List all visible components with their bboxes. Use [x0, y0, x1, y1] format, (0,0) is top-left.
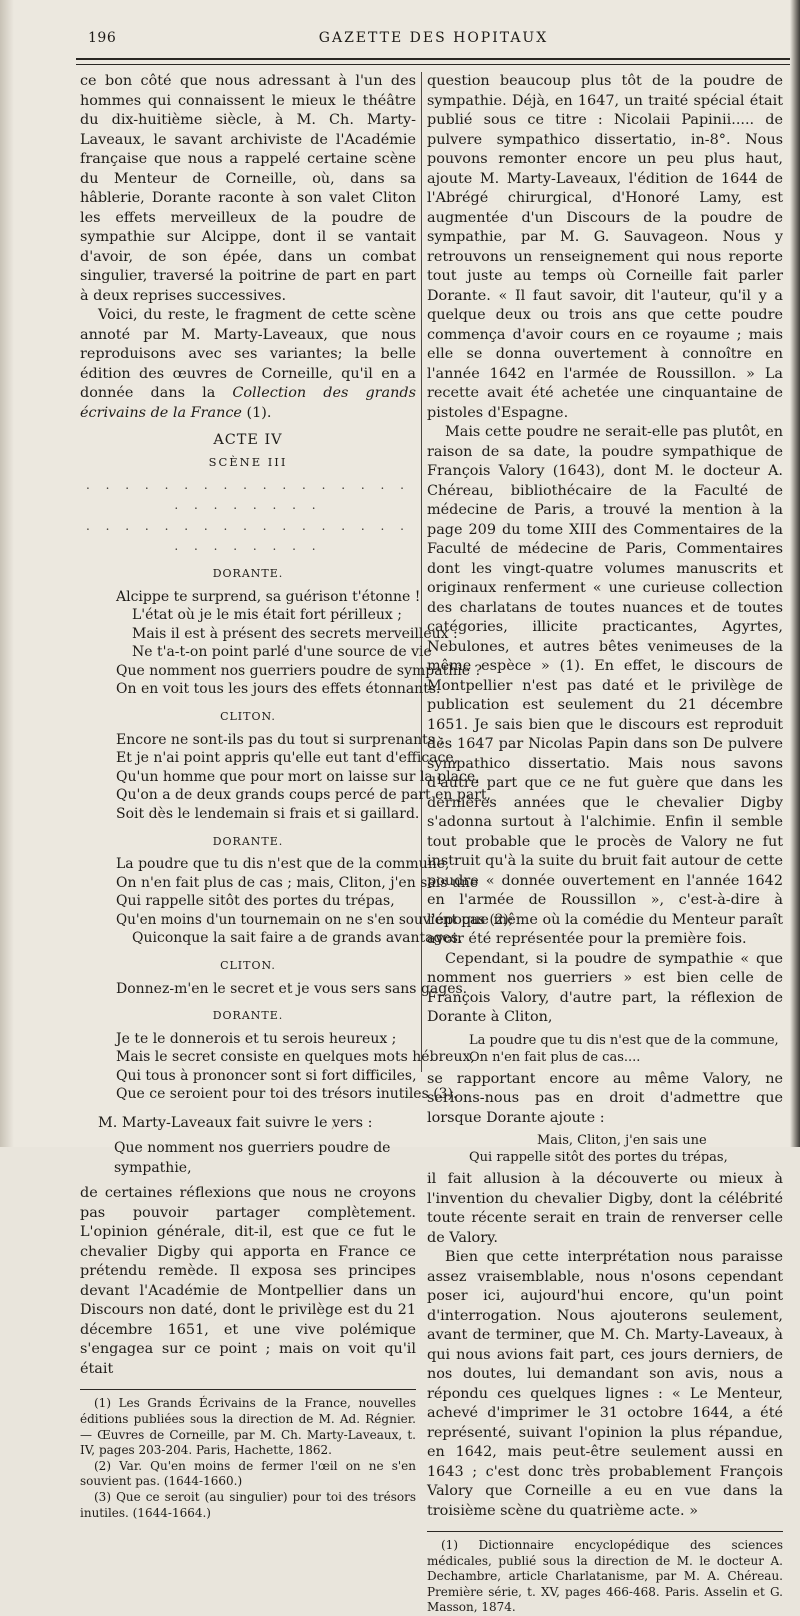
verse-line: On en voit tous les jours des effets étonnants.	[116, 681, 441, 698]
paragraph: Mais cette poudre ne serait-elle pas plutôt, en raison de sa date, la poudre sympathique de François Valory (1643), dont M. le docteur A. Chéreau, bibliothécaire de la Faculté de médecine de Paris, a trouvé la mention à la page 209 du tome XIII des Commentaires de la Faculté de médecine de Paris, Commentaires dont les vingt-quatre volumes manuscrits et originaux renferment « une curieuse collection des charlatans de toutes nuances et de toutes catégories, illicite practicantes, Agyrtes, Nebulones, et autres bêtes venimeuses de la même espèce » (1). En effet, le discours de Montpellier n'est pas daté et le privilège de publication est seulement du 21 décembre 1651. Je sais bien que le discours est reproduit dès 1647 par Nicolas Papin dans son De pulvere sympathico dissertatio. Mais nous savons d'autre part que ce ne fut guère que dans les dernières années que le chevalier Digby s'adonna surtout à l'alchimie. Enfin il semble tout probable que le procès de Valory ne fut instruit qu'à la suite du bruit fait autour de cette poudre « donnée ouvertement en l'année 1642 en l'armée de Roussillon », c'est-à-dire à l'époque même où la comédie du Menteur paraît avoir été représentée pour la première fois.	[427, 424, 783, 947]
verse-line: Et je n'ai point appris qu'elle eut tant d'efficace,	[116, 750, 459, 767]
verse-block	[80, 731, 491, 824]
footnote: (3) Que ce seroit (au singulier) pour toi des trésors inutiles. (1644-1664.)	[80, 1490, 416, 1520]
speaker-name: CLITON.	[220, 710, 276, 724]
header-rule-thick	[76, 58, 790, 60]
paragraph: il fait allusion à la découverte ou mieux à l'invention du chevalier Digby, dont la célébrité toute récente serait en train de renverser celle de Valory.	[427, 1171, 783, 1246]
verse-line: Qui tous à prononcer sont si fort difficiles,	[116, 1067, 417, 1084]
verse-line: Qu'un homme que pour mort on laisse sur la place,	[116, 768, 480, 785]
verse-block	[80, 855, 514, 948]
verse-line: Que ce seroient pour toi des trésors inutiles (3).	[116, 1086, 458, 1103]
speaker-name: DORANTE.	[212, 1009, 284, 1023]
verse-line: Mais il est à présent des secrets merveilleux :	[132, 625, 458, 642]
verse-line: Donnez-m'en le secret et je vous sers sans gages.	[116, 980, 468, 997]
verse-line: La poudre que tu dis n'est que de la commune,	[116, 856, 450, 873]
page-number: 196	[88, 30, 117, 46]
footnote: (1) Dictionnaire encyclopédique des sciences médicales, publié sous la direction de M. le docteur A. Dechambre, article Charlatanisme, par M. A. Chéreau. Première série, t. XV, pages 466-468. Paris. Asselin et G. Masson, 1874.	[427, 1538, 783, 1615]
paragraph: M. Marty-Laveaux fait suivre le vers :	[98, 1114, 373, 1131]
footnote-rule	[80, 1389, 416, 1390]
paragraph: ce bon côté que nous adressant à l'un des hommes qui connaissent le mieux le théâtre du dix-huitième siècle, à M. Ch. Marty-Laveaux, le savant archiviste de l'Académie française que nous a rappelé certaine scène du Menteur de Corneille, où, dans sa hâblerie, Dorante raconte à son valet Cliton les effets merveilleux de la poudre de sympathie sur Alcippe, dont il se vantait d'avoir, de son épée, dans un combat singulier, traversé la poitrine de part en part à deux reprises successives.	[80, 73, 416, 304]
verse-line: Que nomment nos guerriers poudre de sympathie ?	[116, 662, 482, 679]
verse-line: Je te le donnerois et tu serois heureux ;	[116, 1030, 397, 1047]
verse-line: Quiconque la sait faire a de grands avantages.	[132, 930, 463, 947]
verse-quote	[427, 1132, 783, 1166]
verse-line: La poudre que tu dis n'est que de la commune,	[469, 1032, 779, 1048]
page-header	[76, 30, 791, 52]
verse-block	[80, 1030, 475, 1104]
verse-line: Encore ne sont-ils pas du tout si surprenants ;	[116, 731, 445, 748]
footnote-rule	[427, 1531, 783, 1532]
verse-line: Mais, Cliton, j'en sais une	[537, 1133, 707, 1148]
verse-block	[80, 980, 468, 999]
verse-line: On n'en fait plus de cas....	[469, 1049, 641, 1065]
verse-line: L'état où je le mis était fort périlleux ;	[132, 607, 402, 624]
verse-line: On n'en fait plus de cas ; mais, Cliton, j'en sais une	[116, 874, 479, 891]
verse-line: Alcippe te surprend, sa guérison t'étonne !	[116, 588, 421, 605]
running-title: GAZETTE DES HOPITAUX	[318, 30, 549, 46]
footnotes	[427, 1538, 783, 1616]
speaker-name: CLITON.	[220, 959, 276, 972]
paragraph: de certaines réflexions que nous ne croyons pas pouvoir partager complètement. L'opinion générale, dit-il, est que ce fut le chevalier Digby qui apporta en France ce prétendu remède. Il exposa ses principes devant l'Académie de Montpellier dans un Discours non daté, dont le privilège est du 21 décembre 1651, et une vive polémique s'engagea sur ce point ; mais on voit qu'il était	[80, 1185, 416, 1377]
page-left-shadow	[0, 0, 14, 1147]
right-column	[427, 72, 783, 1616]
ellipsis-line: . . . . . . . . . . . . . . . . . . . . . . . . .	[86, 478, 410, 512]
paragraph: Voici, du reste, le fragment de cette scène annoté par M. Marty-Laveaux, que nous reproduisons avec ses variantes; la belle édition des œuvres de Corneille, qu'il en a donnée dans la Collection des grands écrivains de la France (1).	[80, 307, 416, 421]
footnote: (1) Les Grands Écrivains de la France, nouvelles éditions publiées sous la direction de M. Ad. Régnier. — Œuvres de Corneille, par M. Ch. Marty-Laveaux, t. IV, pages 203-204. Paris, Hachette, 1862.	[80, 1396, 416, 1458]
left-column	[80, 72, 514, 1521]
footnotes	[80, 1396, 416, 1521]
verse-line: Soit dès le lendemain si frais et si gaillard.	[116, 805, 420, 822]
verse-line: Qu'on a de deux grands coups percé de part en part,	[116, 787, 491, 804]
verse-line: Qui rappelle sitôt des portes du trépas,	[469, 1150, 728, 1165]
verse-quote	[427, 1032, 783, 1066]
paragraph: Bien que cette interprétation nous paraisse assez vraisemblable, nous n'osons cependant poser ici, aujourd'hui encore, qu'un point d'interrogation. Nous ajouterons seulement, avant de terminer, que M. Ch. Marty-Laveaux, à qui nous avions fait part, ces jours derniers, de nos doutes, lui demandant son avis, nous a répondu ces quelques lignes : « Le Menteur, achevé d'imprimer le 31 octobre 1644, a été représenté, suivant l'opinion la plus répandue, en 1642, mais peut-être seulement aussi en 1643 ; c'est donc très probablement François Valory que Corneille a eu en vue dans la troisième scène du quatrième acte. »	[427, 1249, 783, 1519]
page-right-shadow	[790, 0, 800, 1147]
scene-heading: SCÈNE III	[208, 454, 288, 469]
speaker-name: DORANTE.	[212, 834, 284, 848]
ellipsis-line: . . . . . . . . . . . . . . . . . . . . . . . . .	[86, 519, 410, 553]
footnote: (2) Var. Qu'en moins de fermer l'œil on ne s'en souvient pas. (1644-1660.)	[80, 1458, 416, 1489]
verse-line: Qui rappelle sitôt des portes du trépas,	[116, 893, 395, 910]
paragraph: Cependant, si la poudre de sympathie « que nomment nos guerriers » est bien celle de François Valory, d'autre part, la réflexion de Dorante à Cliton,	[427, 950, 783, 1025]
verse-line: Ne t'a-t-on point parlé d'une source de vie	[132, 644, 432, 661]
verse-quote: Que nomment nos guerriers poudre de sympathie,	[114, 1140, 391, 1176]
speaker-name: DORANTE.	[212, 567, 284, 580]
act-heading: ACTE IV	[213, 432, 283, 448]
paragraph: se rapportant encore au même Valory, ne serions-nous pas en droit d'admettre que lorsque Dorante ajoute :	[427, 1070, 783, 1126]
verse-line: Qu'en moins d'un tournemain on ne s'en souvient pas (2);	[116, 911, 514, 928]
paragraph: question beaucoup plus tôt de la poudre de sympathie. Déjà, en 1647, un traité spécial était publié sous ce titre : Nicolaii Papinii..... de pulvere sympathico dissertatio, in-8°. Nous pouvons remonter encore un peu plus haut, ajoute M. Marty-Laveaux, l'édition de 1644 de l'Abrégé chirurgical, d'Honoré Lamy, est augmentée d'un Discours de la poudre de sympathie, par M. G. Sauvageon. Nous y retrouvons un renseignement qui nous reporte tout juste au temps où Corneille fait parler Dorante. « Il faut savoir, dit l'auteur, qu'il y a quelque deux ou trois ans que cette poudre commença d'avoir cours en ce royaume ; mais elle se donna ouvertement à connoître en l'année 1642 en l'armée de Roussillon. » La recette avait été achetée une cinquantaine de pistoles d'Espagne.	[427, 73, 783, 421]
verse-block	[80, 588, 482, 700]
verse-line: Mais le secret consiste en quelques mots hébreux,	[116, 1049, 475, 1066]
header-rule-thin	[76, 64, 790, 65]
